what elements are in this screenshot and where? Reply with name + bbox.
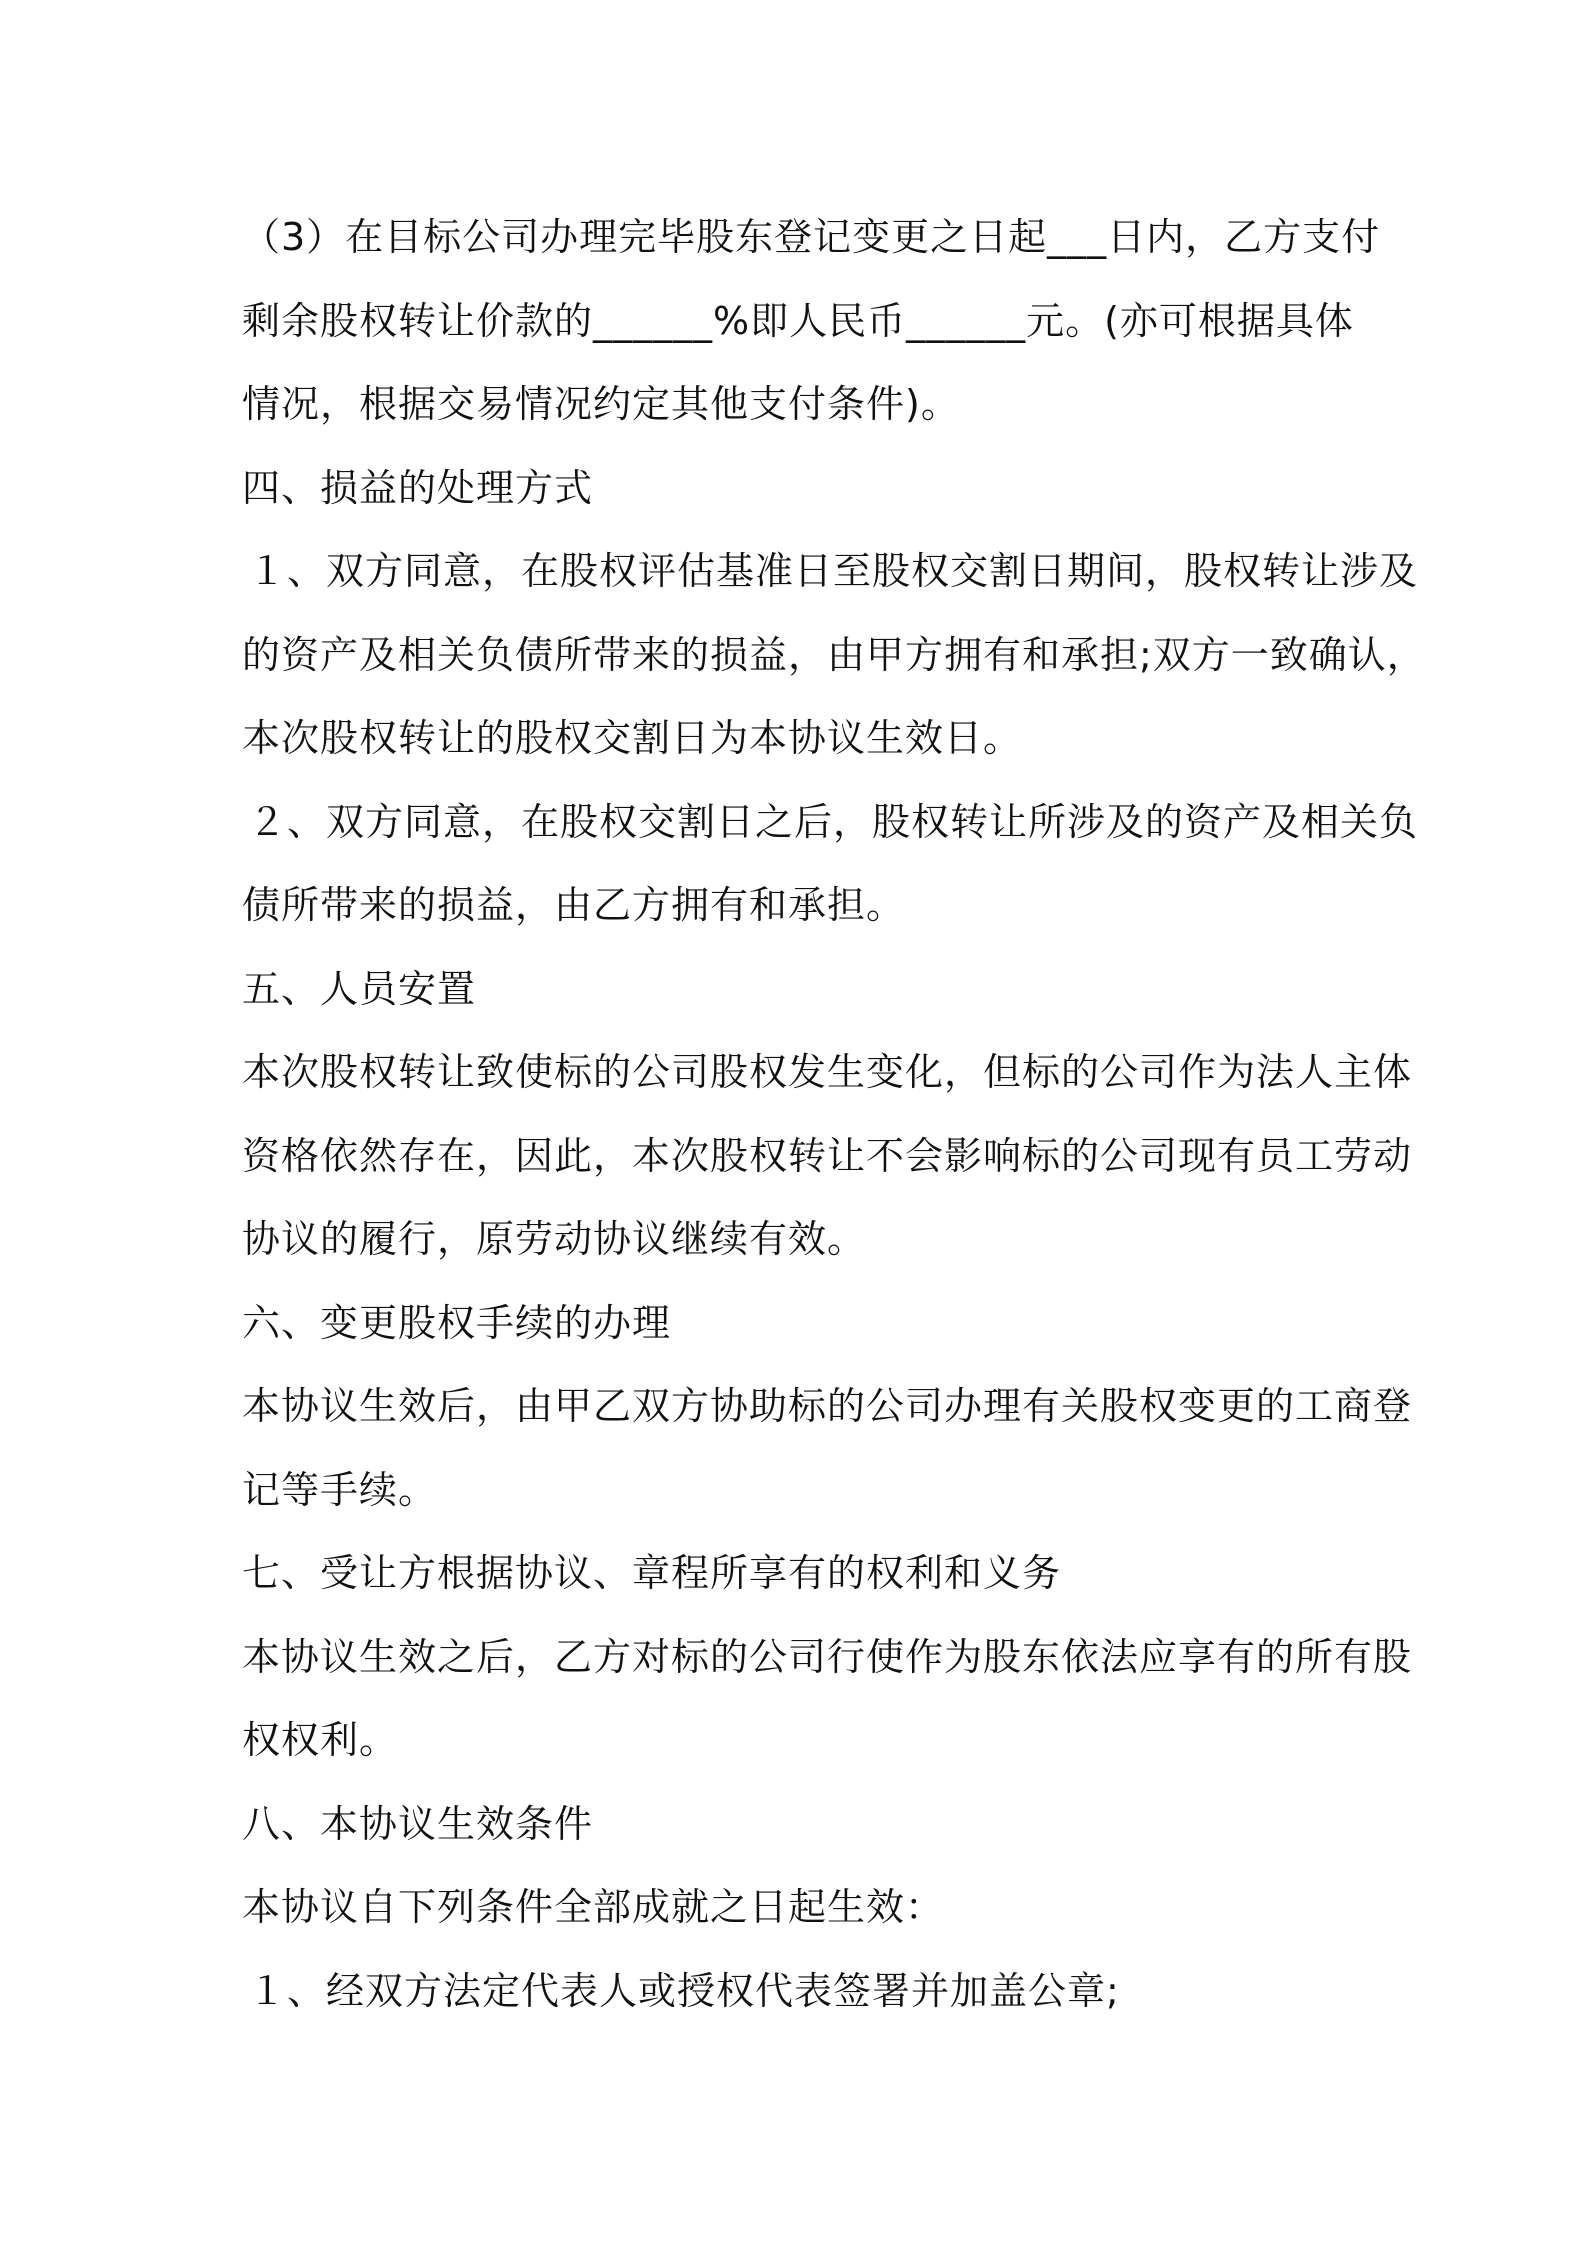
paragraph-line: 债所带来的损益，由乙方拥有和承担。: [242, 883, 906, 927]
paragraph-line: 本协议生效后，由甲乙双方协助标的公司办理有关股权变更的工商登: [242, 1384, 1413, 1428]
paragraph-line: ２、双方同意，在股权交割日之后，股权转让所涉及的资产及相关负: [248, 799, 1419, 844]
paragraph-line: 的资产及相关负债所带来的损益，由甲方拥有和承担;双方一致确认，: [242, 632, 1426, 677]
paragraph-line: 本次股权转让的股权交割日为本协议生效日。: [242, 716, 1023, 760]
document-body: [242, 196, 1426, 2033]
section-heading: 八、本协议生效条件: [242, 1801, 594, 1846]
paragraph-line: 权权利。: [242, 1718, 399, 1762]
paragraph-line: １、双方同意，在股权评估基准日至股权交割日期间，股权转让涉及: [248, 549, 1419, 593]
paragraph-line: 本次股权转让致使标的公司股权发生变化，但标的公司作为法人主体: [242, 1050, 1413, 1094]
section-heading: 七、受让方根据协议、章程所享有的权利和义务: [242, 1551, 1062, 1595]
paragraph-line: 记等手续。: [242, 1467, 438, 1512]
paragraph-line: 本协议生效之后，乙方对标的公司行使作为股东依法应享有的所有股: [242, 1634, 1413, 1679]
section-heading: 五、人员安置: [242, 966, 477, 1011]
paragraph-line: 剩余股权转让价款的______%即人民币______元。(亦可根据具体: [242, 298, 1354, 343]
paragraph-line: 协议的履行，原劳动协议继续有效。: [242, 1217, 867, 1261]
section-heading: 四、损益的处理方式: [242, 465, 594, 510]
paragraph-line: 情况，根据交易情况约定其他支付条件)。: [242, 382, 960, 426]
section-heading: 六、变更股权手续的办理: [242, 1300, 672, 1345]
paragraph-line: １、经双方法定代表人或授权代表签署并加盖公章;: [248, 1968, 1120, 2013]
paragraph-line: （3）在目标公司办理完毕股东登记变更之日起___日内，乙方支付: [242, 215, 1381, 259]
paragraph-line: 本协议自下列条件全部成就之日起生效：: [242, 1885, 945, 1929]
paragraph-line: 资格依然存在，因此，本次股权转让不会影响标的公司现有员工劳动: [242, 1133, 1413, 1178]
